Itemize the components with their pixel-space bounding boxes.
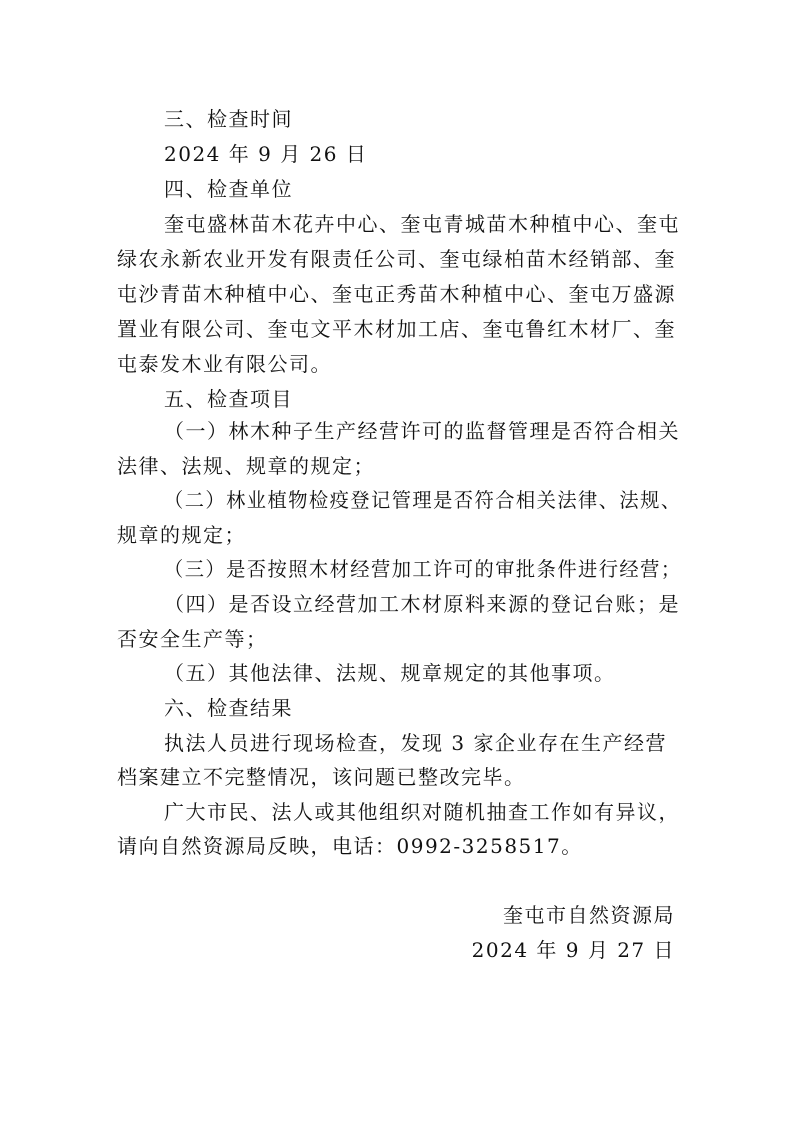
units-line-2: 绿农永新农业开发有限责任公司、奎屯绿柏苗木经销部、奎 xyxy=(117,247,676,271)
section-6-heading: 六、检查结果 xyxy=(164,696,293,720)
units-line-5: 屯泰发木业有限公司。 xyxy=(117,352,332,376)
item-1-line-2: 法律、法规、规章的规定； xyxy=(117,454,375,478)
item-2-line-2: 规章的规定； xyxy=(117,523,246,547)
item-2-line-1: （二）林业植物检疫登记管理是否符合相关法律、法规、 xyxy=(164,488,682,512)
result-line-2: 档案建立不完整情况，该问题已整改完毕。 xyxy=(117,765,526,789)
notice-line-2: 请向自然资源局反映，电话：0992-3258517。 xyxy=(117,834,583,858)
item-3: （三）是否按照木材经营加工许可的审批条件进行经营； xyxy=(164,557,682,581)
units-line-3: 屯沙青苗木种植中心、奎屯正秀苗木种植中心、奎屯万盛源 xyxy=(117,282,676,306)
section-5-heading: 五、检查项目 xyxy=(164,387,293,411)
signature-org: 奎屯市自然资源局 xyxy=(503,903,675,927)
units-line-4: 置业有限公司、奎屯文平木材加工店、奎屯鲁红木材厂、奎 xyxy=(117,317,676,341)
section-3-heading: 三、检查时间 xyxy=(164,107,293,131)
inspection-date: 2024 年 9 月 26 日 xyxy=(164,142,368,166)
units-line-1: 奎屯盛林苗木花卉中心、奎屯青城苗木种植中心、奎屯 xyxy=(164,212,680,236)
notice-line-1: 广大市民、法人或其他组织对随机抽查工作如有异议， xyxy=(164,800,680,824)
item-1-line-1: （一）林木种子生产经营许可的监督管理是否符合相关 xyxy=(164,419,680,443)
item-5: （五）其他法律、法规、规章规定的其他事项。 xyxy=(164,661,616,685)
item-4-line-2: 否安全生产等； xyxy=(117,627,268,651)
section-4-heading: 四、检查单位 xyxy=(164,177,293,201)
item-4-line-1: （四）是否设立经营加工木材原料来源的登记台账；是 xyxy=(164,592,680,616)
signature-date: 2024 年 9 月 27 日 xyxy=(471,938,675,962)
result-line-1: 执法人员进行现场检查，发现 3 家企业存在生产经营 xyxy=(164,731,667,755)
